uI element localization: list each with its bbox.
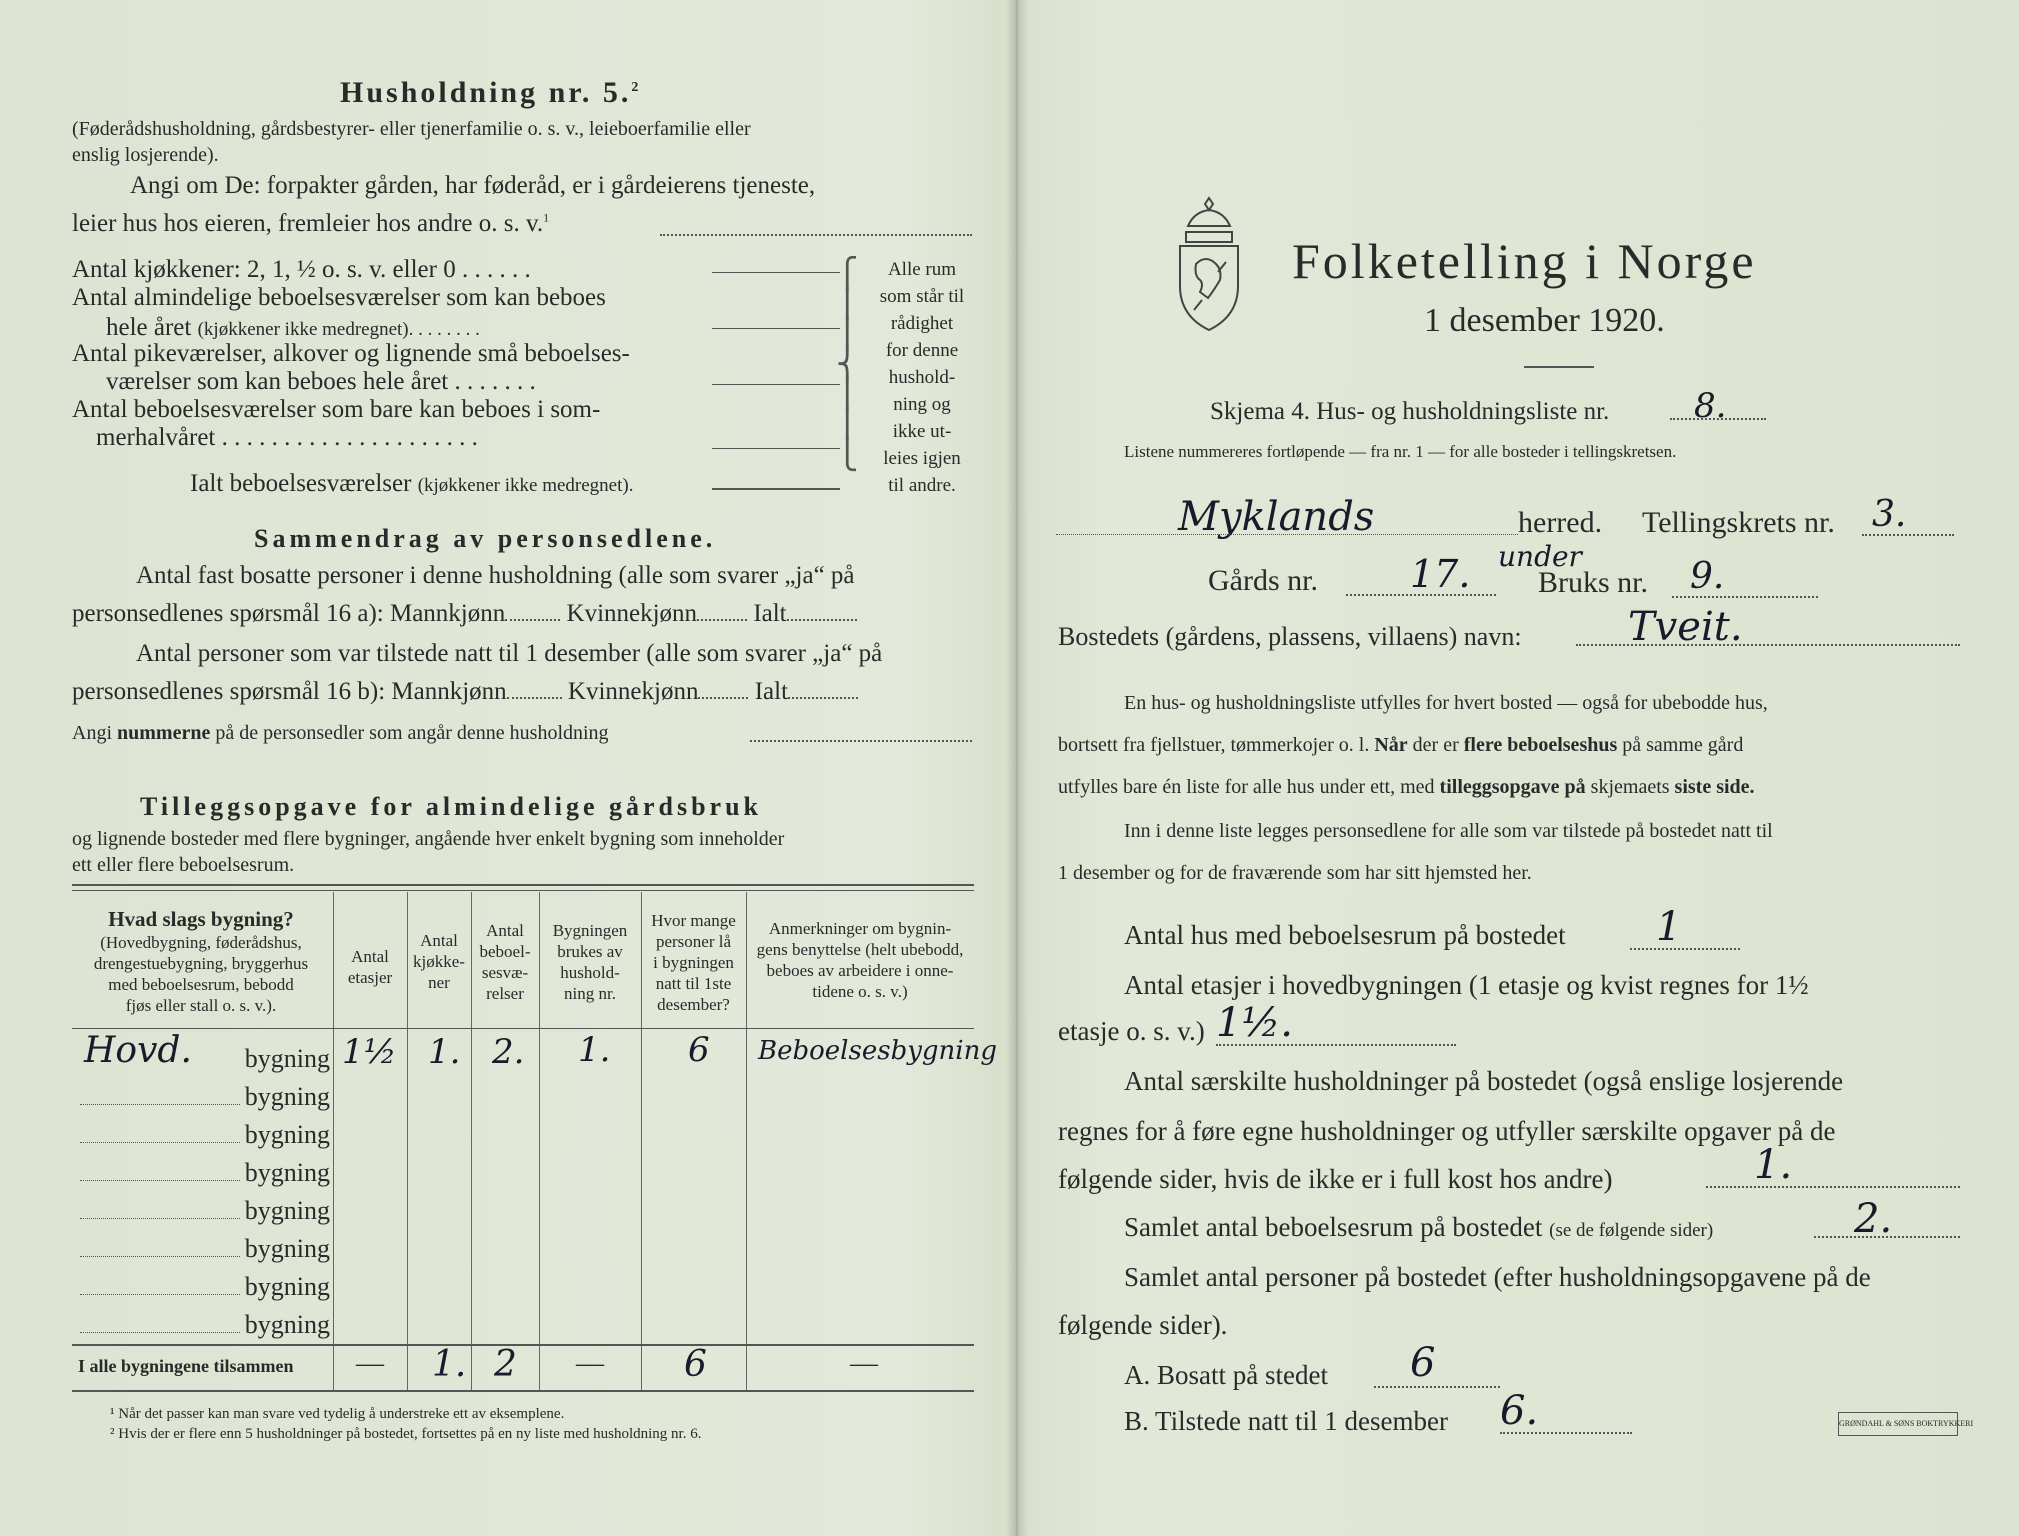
rooms-total: Ialt beboelsesværelser (kjøkkener ikke medregnet). (190, 470, 634, 497)
rooms-ordinary-1: Antal almindelige beboelsesværelser som kan beboes (72, 284, 606, 311)
present-line (1500, 1432, 1632, 1434)
table-total-rule (72, 1344, 974, 1346)
row4-label: bygning (244, 1158, 330, 1187)
row8-label: bygning (244, 1310, 330, 1339)
row5-type-line (80, 1218, 240, 1219)
row5-label: bygning (244, 1196, 330, 1225)
farm-number-line (1346, 594, 1496, 596)
summary-present-1: Antal personer som var tilstede natt til 1 desember (alle som svarer „ja“ på (136, 640, 883, 667)
farm-under-note: under (1498, 540, 1582, 573)
households-question-1: Antal særskilte husholdninger på bostedet (også enslige losjerende (1124, 1066, 1844, 1096)
household-title: Husholdning nr. 5.$^2$ (340, 76, 642, 109)
census-title: Folketelling i Norge (1292, 233, 1757, 289)
schema-label: Skjema 4. Hus- og husholdningsliste nr. (1210, 398, 1610, 425)
printer-stamp: GRØNDAHL & SØNS BOKTRYKKERI (1838, 1412, 1958, 1436)
angi-line-2: leier hus hos eieren, fremleier hos andre o. s. v.$^1$ (72, 210, 550, 237)
total-persons: 6 (684, 1344, 707, 1385)
angi-line-1: Angi om De: forpakter gården, har føderåd, er i gårdeierens tjeneste, (130, 172, 816, 199)
households-question-2: regnes for å føre egne husholdninger og utfyller særskilte opgaver på de (1058, 1116, 1836, 1146)
instructions-2: bortsett fra fjellstuer, tømmerkojer o. l. Når der er flere beboelseshus på samme gård (1058, 734, 1744, 756)
row4-type-line (80, 1180, 240, 1181)
summary-resident-2: personsedlenes spørsmål 16 a): Mannkjønn Kvinnekjønn Ialt (72, 600, 857, 628)
household-intro-2: enslig losjerende). (72, 144, 219, 166)
rooms-ordinary-2: hele året (kjøkkener ikke medregnet). . . . . . . . (106, 314, 480, 341)
total-rooms-answer-line (712, 488, 840, 490)
page-fold (1006, 0, 1028, 1536)
district-label: Tellingskrets nr. (1642, 506, 1835, 539)
instructions-4: Inn i denne liste legges personsedlene for alle som var tilstede på bostedet natt til (1124, 820, 1773, 842)
row6-type-line (80, 1256, 240, 1257)
households-answer: 1. (1754, 1142, 1793, 1188)
rooms-summer-2: merhalvåret . . . . . . . . . . . . . . . . . . . . . (96, 424, 478, 451)
header-building-type: Hvad slags bygning? (Hovedbygning, føderådshus, drengestuebygning, bryggerhus med beboelsesrum, bebodd fjøs eller stall o. s. v.). (93, 907, 309, 1015)
schema-number: 8. (1694, 386, 1727, 426)
total-household: — (576, 1348, 604, 1379)
rooms-maid-1: Antal pikeværelser, alkover og lignende små beboelses- (72, 340, 630, 367)
use-number-value: 9. (1690, 556, 1725, 597)
municipality-label: herred. (1518, 506, 1603, 539)
households-line (1706, 1186, 1960, 1188)
total-floors: — (356, 1348, 384, 1379)
norwegian-coat-of-arms (1166, 192, 1252, 342)
rooms-summer-1: Antal beboelsesværelser som bare kan beboes i som- (72, 396, 601, 423)
summary-title: Sammendrag av personsedlene. (254, 524, 717, 553)
row8-type-line (80, 1332, 240, 1333)
floors-answer: 1½. (1216, 1000, 1293, 1046)
rooms-maid-2: værelser som kan beboes hele året . . . . . . . (106, 368, 536, 395)
present-value: 6. (1500, 1388, 1539, 1434)
use-number-line (1672, 596, 1818, 598)
present-label: B. Tilstede natt til 1 desember (1124, 1406, 1448, 1436)
row1-building-type: Hovd. (84, 1030, 192, 1071)
table-bottom-rule (72, 1390, 974, 1392)
header-floors: Antal etasjer (347, 947, 393, 987)
row3-type-line (80, 1142, 240, 1143)
kitchens-answer-line (712, 272, 840, 273)
floors-line (1216, 1044, 1456, 1046)
row1-persons: 6 (688, 1030, 710, 1070)
table-top-rule (72, 884, 974, 886)
row6-label: bygning (244, 1234, 330, 1263)
header-persons: Hvor mange personer lå i bygningen natt til 1ste desember? (651, 911, 736, 1014)
resident-label: A. Bosatt på stedet (1124, 1360, 1328, 1390)
place-name-value: Tveit. (1628, 604, 1743, 650)
persons-question-2: følgende sider). (1058, 1310, 1228, 1340)
district-value: 3. (1872, 494, 1907, 535)
tillegg-intro-2: ett eller flere beboelsesrum. (72, 854, 295, 876)
municipality-line (1056, 534, 1518, 535)
brace-note: Alle rum som står til rådighet for denne hushold- ning og ikke ut- leies igjen til andre. (879, 259, 965, 496)
row2-type-line (80, 1104, 240, 1105)
summary-resident-1: Antal fast bosatte personer i denne husholdning (alle som svarer „ja“ på (136, 562, 855, 589)
row7-label: bygning (244, 1272, 330, 1301)
resident-line (1374, 1386, 1500, 1388)
summary-numbers: Angi nummerne på de personsedler som angår denne husholdning (72, 722, 609, 744)
table-top-rule-2 (72, 890, 974, 891)
household-intro-1: (Føderådshusholdning, gårdsbestyrer- eller tjenerfamilie o. s. v., leieboerfamilie eller (72, 118, 751, 140)
header-remarks: Anmerkninger om bygnin- gens benyttelse (helt ubebodd, beboes av arbeidere i onne- tidene o. s. v.) (756, 919, 964, 1001)
row1-kitchens: 1. (428, 1032, 461, 1072)
floors-question-2: etasje o. s. v.) (1058, 1016, 1205, 1046)
houses-question: Antal hus med beboelsesrum på bostedet (1124, 920, 1566, 950)
angi-answer-line (660, 234, 972, 236)
total-label: I alle bygningene tilsammen (78, 1356, 294, 1376)
houses-line (1630, 948, 1740, 950)
row3-label: bygning (244, 1120, 330, 1149)
summary-present-2: personsedlenes spørsmål 16 b): Mannkjønn Kvinnekjønn Ialt (72, 678, 858, 706)
municipality-value: Myklands (1178, 494, 1375, 540)
tillegg-intro-1: og lignende bosteder med flere bygninger, angående hver enkelt bygning som inneholder (72, 828, 785, 850)
resident-value: 6 (1410, 1340, 1436, 1386)
houses-answer: 1 (1656, 904, 1682, 950)
row1-household: 1. (578, 1030, 611, 1070)
table-header-rule (72, 1028, 974, 1029)
census-date: 1 desember 1920. (1424, 302, 1665, 339)
row1-label: bygning (244, 1044, 330, 1073)
rooms-question: Samlet antal beboelsesrum på bostedet (se de følgende sider) (1124, 1212, 1714, 1242)
instructions-1: En hus- og husholdningsliste utfylles for hvert bosted — også for ubebodde hus, (1124, 692, 1768, 714)
header-rooms: Antal beboel- sesvæ- relser (479, 921, 531, 1003)
row1-floors: 1½ (342, 1032, 397, 1072)
floors-question-1: Antal etasjer i hovedbygningen (1 etasje og kvist regnes for 1½ (1124, 970, 1809, 1000)
row1-rooms: 2. (492, 1032, 525, 1072)
maid-answer-line (712, 384, 840, 385)
row1-remarks: Beboelsesbygning (758, 1036, 997, 1066)
header-household-nr: Bygningen brukes av hushold- ning nr. (552, 921, 628, 1003)
instructions-3: utfylles bare én liste for alle hus under ett, med tilleggsopgave på skjemaets siste side. (1058, 776, 1755, 798)
brace-glyph: ⎧ ⎪ ⎪ ⎨ ⎪ ⎪ ⎩ (836, 258, 859, 471)
title-divider (1524, 366, 1594, 368)
total-remarks: — (850, 1348, 878, 1379)
farm-number-label: Gårds nr. (1208, 564, 1318, 597)
footnote-1: ¹ Når det passer kan man svare ved tydelig å understreke ett av eksemplene. (110, 1406, 565, 1422)
schema-number-line (1670, 418, 1766, 420)
header-kitchens: Antal kjøkke- ner (413, 931, 465, 992)
ordinary-answer-line (712, 328, 840, 329)
numbering-note: Listene nummereres fortløpende — fra nr. 1 — for alle bosteder i tellingskretsen. (1124, 442, 1677, 461)
farm-number-value: 17. (1410, 552, 1471, 596)
rooms-answer: 2. (1854, 1196, 1893, 1242)
row7-type-line (80, 1294, 240, 1295)
district-line (1862, 534, 1954, 536)
total-rooms: 2 (494, 1344, 517, 1385)
persons-question-1: Samlet antal personer på bostedet (efter husholdningsopgavene på de (1124, 1262, 1871, 1292)
place-name-line (1576, 644, 1960, 646)
place-name-label: Bostedets (gårdens, plassens, villaens) navn: (1058, 622, 1522, 651)
rooms-kitchens: Antal kjøkkener: 2, 1, ½ o. s. v. eller 0 . . . . . . (72, 256, 531, 283)
footnote-2: ² Hvis der er flere enn 5 husholdninger på bostedet, fortsettes på en ny liste med husholdning nr. 6. (110, 1426, 702, 1442)
tillegg-title: Tilleggsopgave for almindelige gårdsbruk (140, 792, 763, 821)
rooms-line (1814, 1236, 1960, 1238)
use-number-label: Bruks nr. (1538, 566, 1649, 599)
households-question-3: følgende sider, hvis de ikke er i full kost hos andre) (1058, 1164, 1613, 1194)
summary-numbers-line (750, 740, 972, 742)
instructions-5: 1 desember og for de fraværende som har sitt hjemsted her. (1058, 862, 1532, 884)
summer-answer-line (712, 448, 840, 449)
total-kitchens: 1. (432, 1344, 467, 1385)
row2-label: bygning (244, 1082, 330, 1111)
